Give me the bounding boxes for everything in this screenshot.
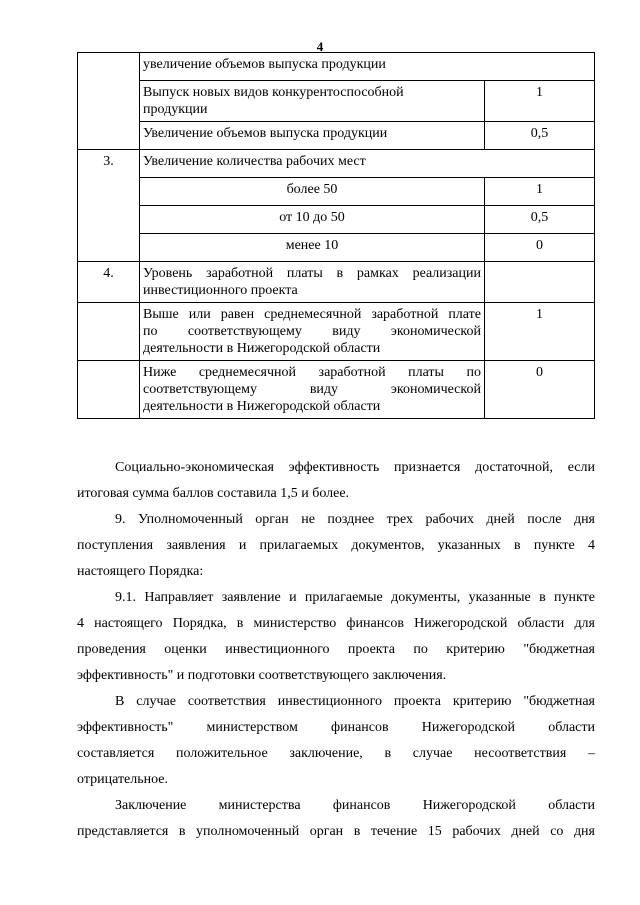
paragraph-line: отрицательное. bbox=[77, 772, 169, 787]
table-row bbox=[78, 53, 595, 81]
row-number bbox=[78, 303, 140, 361]
paragraph-line: эффективность" и подготовки соответствующего заключения. bbox=[77, 668, 447, 683]
paragraph-line: 4 настоящего Порядка, в министерство финансов Нижегородской области для bbox=[77, 616, 595, 631]
paragraph-line: представляется в уполномоченный орган в течение 15 рабочих дней со дня bbox=[77, 824, 595, 839]
score-cell bbox=[484, 262, 594, 303]
table-row bbox=[78, 262, 595, 303]
score-cell: 0,5 bbox=[484, 206, 594, 234]
criterion-line: инвестиционного проекта bbox=[143, 283, 298, 298]
score-cell: 0 bbox=[484, 361, 594, 419]
criterion-text: от 10 до 50 bbox=[140, 206, 485, 234]
row-number bbox=[78, 361, 140, 419]
score-cell: 0 bbox=[484, 234, 594, 262]
row-number bbox=[78, 53, 140, 150]
criterion-line: Уровень заработной платы в рамках реализации bbox=[143, 266, 481, 281]
paragraph-budget-compliance bbox=[77, 689, 595, 793]
criterion-text bbox=[140, 303, 485, 361]
criterion-line: Выпуск новых видов конкурентоспособной bbox=[143, 85, 404, 100]
criterion-line: соответствующему виду экономической bbox=[143, 382, 481, 397]
criterion-line: продукции bbox=[143, 102, 208, 117]
criterion-text: Увеличение объемов выпуска продукции bbox=[140, 122, 485, 150]
paragraph-line: поступления заявления и прилагаемых документов, указанных в пункте 4 bbox=[77, 538, 595, 553]
criteria-table bbox=[77, 52, 595, 419]
paragraph-line: Социально-экономическая эффективность признается достаточной, если bbox=[115, 460, 595, 475]
page-number: 4 bbox=[316, 39, 324, 54]
paragraph-line: составляется положительное заключение, в случае несоответствия – bbox=[77, 746, 595, 761]
criterion-text: более 50 bbox=[140, 178, 485, 206]
criterion-text: Увеличение количества рабочих мест bbox=[140, 150, 595, 178]
criterion-text bbox=[140, 262, 485, 303]
score-cell: 1 bbox=[484, 81, 594, 122]
criterion-line: Выше или равен среднемесячной заработной плате bbox=[143, 307, 481, 322]
paragraph-9-1 bbox=[77, 585, 595, 689]
paragraph-line: эффективность" министерством финансов Нижегородской области bbox=[77, 720, 595, 735]
row-number: 4. bbox=[78, 262, 140, 303]
criterion-text bbox=[140, 81, 485, 122]
criterion-line: деятельности в Нижегородской области bbox=[143, 399, 381, 414]
paragraph-conclusion bbox=[77, 793, 595, 845]
table-row bbox=[78, 303, 595, 361]
score-cell: 0,5 bbox=[484, 122, 594, 150]
criterion-line: Ниже среднемесячной заработной платы по bbox=[143, 365, 481, 380]
paragraph-line: 9.1. Направляет заявление и прилагаемые документы, указанные в пункте bbox=[115, 590, 595, 605]
criterion-text: менее 10 bbox=[140, 234, 485, 262]
paragraph-efficiency bbox=[77, 455, 595, 507]
row-number: 3. bbox=[78, 150, 140, 262]
table-row bbox=[78, 206, 595, 234]
paragraph-line: 9. Уполномоченный орган не позднее трех рабочих дней после дня bbox=[115, 512, 595, 527]
table-row bbox=[78, 361, 595, 419]
paragraph-9 bbox=[77, 507, 595, 585]
table-row bbox=[78, 178, 595, 206]
criterion-text: увеличение объемов выпуска продукции bbox=[140, 53, 595, 81]
paragraph-line: настоящего Порядка: bbox=[77, 564, 204, 579]
paragraph-line: проведения оценки инвестиционного проекта по критерию "бюджетная bbox=[77, 642, 595, 657]
table-row bbox=[78, 150, 595, 178]
criterion-line: деятельности в Нижегородской области bbox=[143, 341, 381, 356]
criterion-text bbox=[140, 361, 485, 419]
table-row bbox=[78, 122, 595, 150]
table-row bbox=[78, 81, 595, 122]
score-cell: 1 bbox=[484, 303, 594, 361]
score-cell: 1 bbox=[484, 178, 594, 206]
paragraph-line: Заключение министерства финансов Нижегородской области bbox=[115, 798, 595, 813]
paragraph-line: итоговая сумма баллов составила 1,5 и более. bbox=[77, 486, 350, 501]
table-row bbox=[78, 234, 595, 262]
criterion-line: по соответствующему виду экономической bbox=[143, 324, 481, 339]
paragraph-line: В случае соответствия инвестиционного проекта критерию "бюджетная bbox=[115, 694, 595, 709]
